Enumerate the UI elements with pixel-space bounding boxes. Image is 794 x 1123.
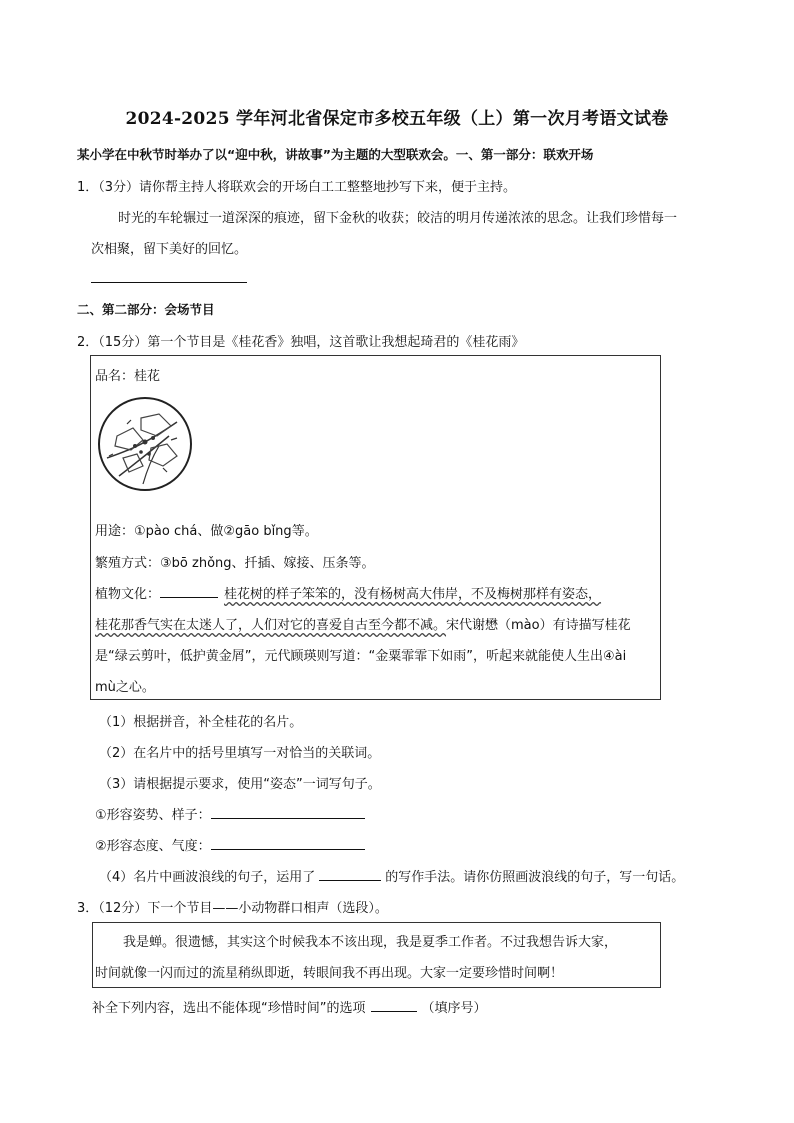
q2-sub3: （3）请根据提示要求，使用“姿态”一词写句子。 bbox=[99, 777, 381, 792]
sub3-b-answer-line[interactable] bbox=[211, 837, 365, 850]
culture-label: 植物文化： bbox=[95, 587, 161, 602]
q2-sub2: （2）在名片中的括号里填写一对恰当的关联词。 bbox=[99, 746, 381, 761]
wavy-sentence-part1: 桂花树的样子笨笨的，没有杨树高大伟岸，不及梅树那样有姿态， bbox=[224, 587, 602, 602]
card-culture-line4: mù之心。 bbox=[95, 680, 155, 695]
card-culture-line2 bbox=[95, 614, 631, 633]
card-name: 品名：桂花 bbox=[95, 369, 161, 384]
reproduction-label: 繁殖方式： bbox=[95, 556, 161, 571]
use-label: 用途： bbox=[95, 524, 135, 539]
sub4-answer-blank[interactable] bbox=[319, 868, 381, 881]
q1-passage-line2: 次相聚，留下美好的回忆。 bbox=[91, 242, 248, 257]
sub4-text-b: 的写作手法。请你仿照画波浪线的句子，写一句话。 bbox=[385, 870, 685, 885]
q2-stem: 2．（15分）第一个节目是《桂花香》独唱，这首歌让我想起琦君的《桂花雨》 bbox=[77, 335, 525, 350]
q3-stem: 3．（12分）下一个节目——小动物群口相声（选段）。 bbox=[77, 901, 388, 916]
reproduction-end-text: 、扦插、嫁接、压条等。 bbox=[231, 556, 375, 571]
q3-answer-blank[interactable] bbox=[371, 999, 417, 1012]
blank-marker-3: ③ bbox=[160, 556, 172, 571]
q2-sub4 bbox=[99, 866, 684, 885]
osmanthus-name-card bbox=[90, 355, 661, 700]
sub3-b-label: ②形容态度、气度： bbox=[95, 839, 211, 854]
sub4-text-a: （4）名片中画波浪线的句子，运用了 bbox=[99, 870, 316, 885]
connective-blank-1[interactable] bbox=[160, 585, 218, 598]
q3-after-text: 补全下列内容，选出不能体现“珍惜时间”的选项 bbox=[92, 1001, 366, 1016]
section2-heading: 二、第二部分：会场节目 bbox=[77, 302, 215, 317]
excerpt-line1: 我是蝉。很遗憾，其实这个时候我本不该出现，我是夏季工作者。不过我想告诉大家， bbox=[123, 935, 618, 950]
q2-sub1: （1）根据拼音，补全桂花的名片。 bbox=[99, 715, 303, 730]
q2-sub3-a bbox=[95, 804, 365, 823]
blank-marker-2: ② bbox=[223, 524, 236, 539]
card-culture-line3 bbox=[95, 645, 626, 664]
page-title: 2024-2025 学年河北省保定市多校五年级（上）第一次月考语文试卷 bbox=[125, 109, 669, 129]
wavy-sentence-part2: 桂花那香气实在太迷人了，人们对它的喜爱自古至今都不减。 bbox=[95, 618, 447, 633]
sub3-a-label: ①形容姿势、样子： bbox=[95, 808, 211, 823]
q3-after bbox=[92, 997, 487, 1016]
intro-text: 某小学在中秋节时举办了以“迎中秋，讲故事”为主题的大型联欢会。一、第一部分：联欢开场 bbox=[77, 147, 594, 162]
card-use-line bbox=[95, 520, 318, 539]
use-end-text: 等。 bbox=[291, 524, 318, 539]
q1-passage-line1: 时光的车轮辗过一道深深的痕迹，留下金秋的收获；皎洁的明月传递浓浓的思念。让我们珍惜每一 bbox=[118, 211, 678, 226]
pinyin-bo-zhong: bō zhǒng bbox=[171, 556, 232, 571]
sub3-a-answer-line[interactable] bbox=[211, 806, 365, 819]
excerpt-line2: 时间就像一闪而过的流星稍纵即逝，转眼间我不再出现。大家一定要珍惜时间啊！ bbox=[95, 966, 564, 981]
q1-answer-line[interactable] bbox=[91, 282, 247, 283]
pinyin-pao-cha: pào chá bbox=[145, 524, 198, 539]
q3-after-hint: （填序号） bbox=[421, 1001, 487, 1016]
culture-line2-rest: 宋代谢懋（mào）有诗描写桂花 bbox=[446, 618, 631, 633]
card-culture-line1 bbox=[95, 583, 601, 602]
culture-line3-text: 是“绿云剪叶，低护黄金屑”，元代顾瑛则写道：“金粟霏霏下如雨”，听起来就能使人生出 bbox=[95, 649, 603, 664]
q2-sub3-b bbox=[95, 835, 365, 854]
card-reproduction-line bbox=[95, 552, 375, 571]
osmanthus-sketch-icon bbox=[97, 396, 193, 492]
q1-stem: 1．（3分）请你帮主持人将联欢会的开场白工工整整地抄写下来，便于主持。 bbox=[77, 180, 517, 195]
crosstalk-excerpt-box bbox=[92, 922, 661, 988]
pinyin-gao-bing: gāo bǐng bbox=[235, 524, 292, 539]
pinyin-ai: ài bbox=[614, 649, 627, 664]
blank-marker-4: ④ bbox=[602, 649, 615, 664]
use-mid-text: 、做 bbox=[197, 524, 224, 539]
blank-marker-1: ① bbox=[134, 524, 146, 539]
